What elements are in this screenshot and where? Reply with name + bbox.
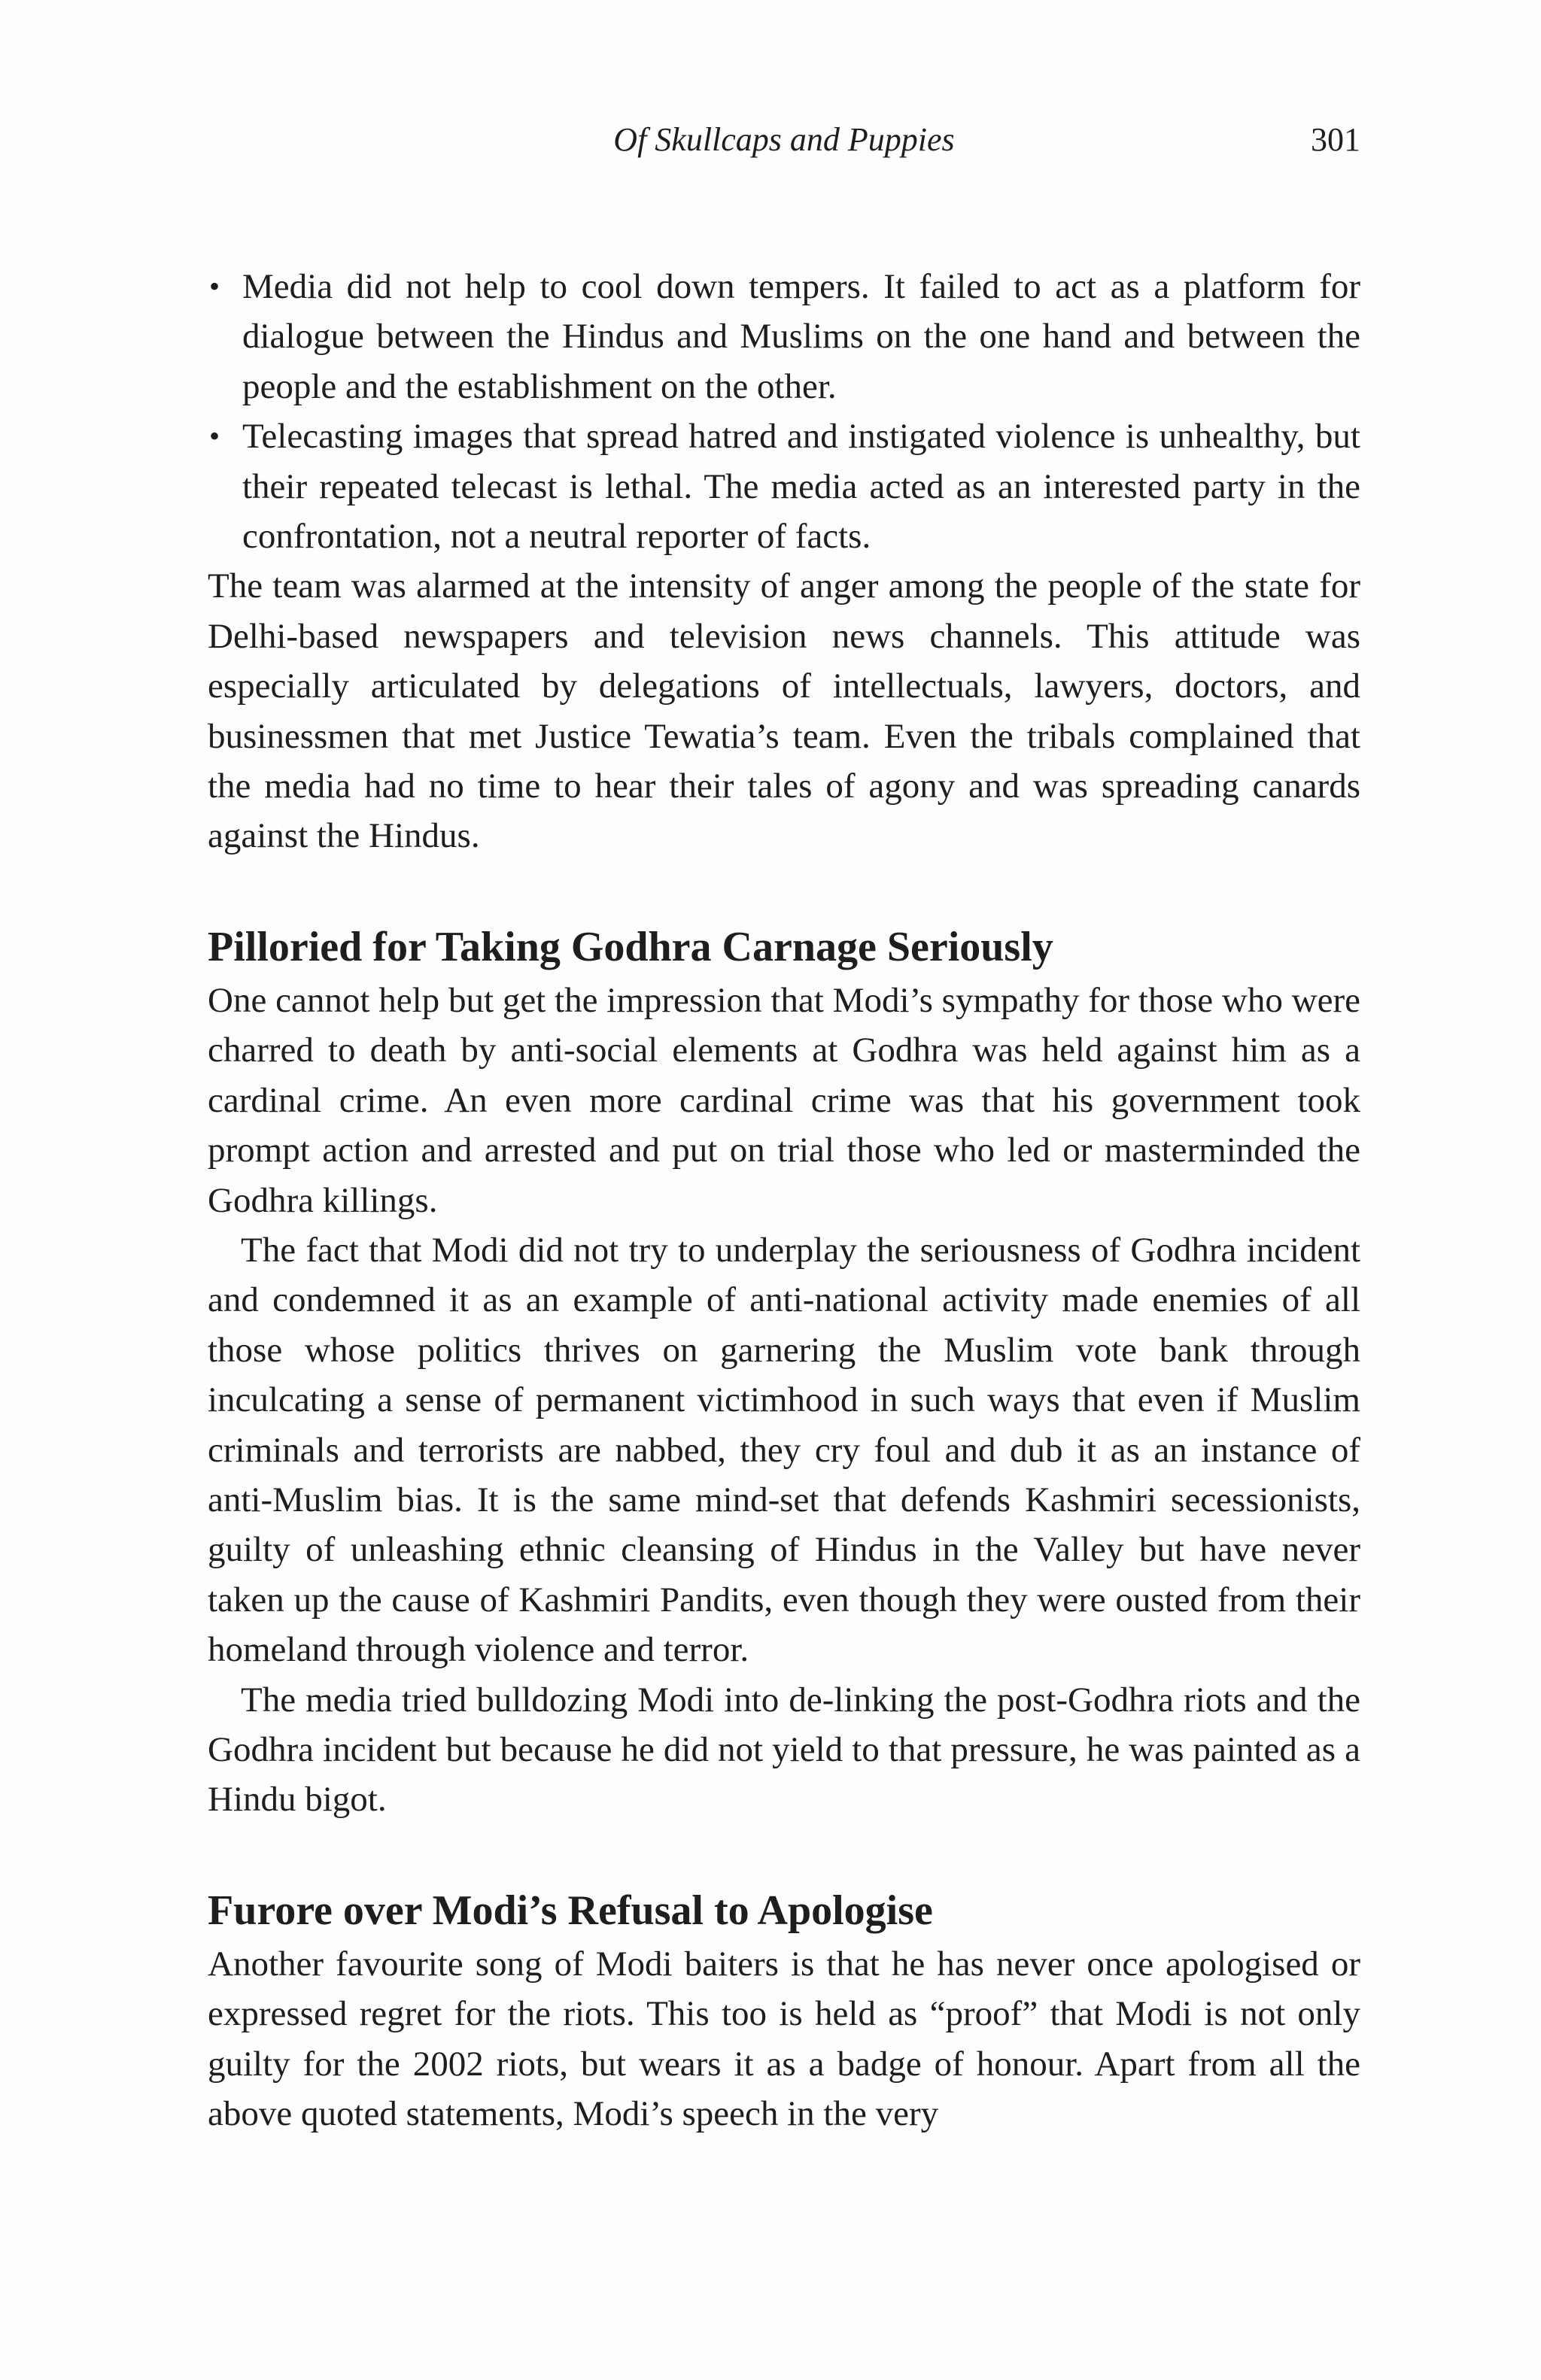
paragraph: The media tried bulldozing Modi into de-linking the post-Godhra riots and the Godhra incident but because he did not yield to that pressure, he was painted as a Hindu bigot. bbox=[208, 1680, 1360, 1820]
bullet-list bbox=[208, 262, 1360, 561]
bullet-item bbox=[208, 262, 1360, 411]
section-heading: Furore over Modi’s Refusal to Apologise bbox=[208, 1887, 933, 1934]
bullet-text: Media did not help to cool down tempers. It failed to act as a platform for dialogue between the Hindus and Muslims on the one hand and between the people and the establishment on the other. bbox=[242, 267, 1360, 406]
page-body bbox=[208, 262, 1360, 2139]
bullet-item bbox=[208, 411, 1360, 561]
running-title: Of Skullcaps and Puppies bbox=[613, 121, 955, 158]
section-heading: Pilloried for Taking Godhra Carnage Seriously bbox=[208, 923, 1053, 970]
bullet-icon: • bbox=[209, 419, 220, 454]
paragraph: The fact that Modi did not try to underplay the seriousness of Godhra incident and condemned it as an example of anti-national activity made enemies of all those whose politics thrives on garnering the Muslim vote bank through inculcating a sense of permanent victimhood in such ways that even if Muslim criminals and terrorists are nabbed, they cry foul and dub it as an instance of anti-Muslim bias. It is the same mind-set that defends Kashmiri secessionists, guilty of unleashing ethnic cleansing of Hindus in the Valley but have never taken up the cause of Kashmiri Pandits, even though they were ousted from their homeland through violence and terror. bbox=[208, 1230, 1360, 1670]
running-header bbox=[208, 117, 1360, 162]
paragraph: One cannot help but get the impression that Modi’s sympathy for those who were charred to death by anti-social elements at Godhra was held against him as a cardinal crime. An even more cardinal crime was that his government took prompt action and arrested and put on trial those who led or masterminded the Godhra killings. bbox=[208, 980, 1360, 1220]
paragraph: Another favourite song of Modi baiters is that he has never once apologised or expressed regret for the riots. This too is held as “proof” that Modi is not only guilty for the 2002 riots, but wears it as a badge of honour. Apart from all the above quoted statements, Modi’s speech in the very bbox=[208, 1944, 1360, 2133]
intro-paragraph: The team was alarmed at the intensity of anger among the people of the state for Delhi-based newspapers and television news channels. This attitude was especially articulated by delegations of intellectuals, lawyers, doctors, and businessmen that met Justice Tewatia’s team. Even the tribals complained that the media had no time to hear their tales of agony and was spreading canards against the Hindus. bbox=[208, 566, 1360, 856]
page-number: 301 bbox=[1311, 121, 1360, 158]
bullet-text: Telecasting images that spread hatred and instigated violence is unhealthy, but their repeated telecast is lethal. The media acted as an interested party in the confrontation, not a neutral reporter of facts. bbox=[242, 417, 1360, 557]
bullet-icon: • bbox=[209, 269, 220, 303]
